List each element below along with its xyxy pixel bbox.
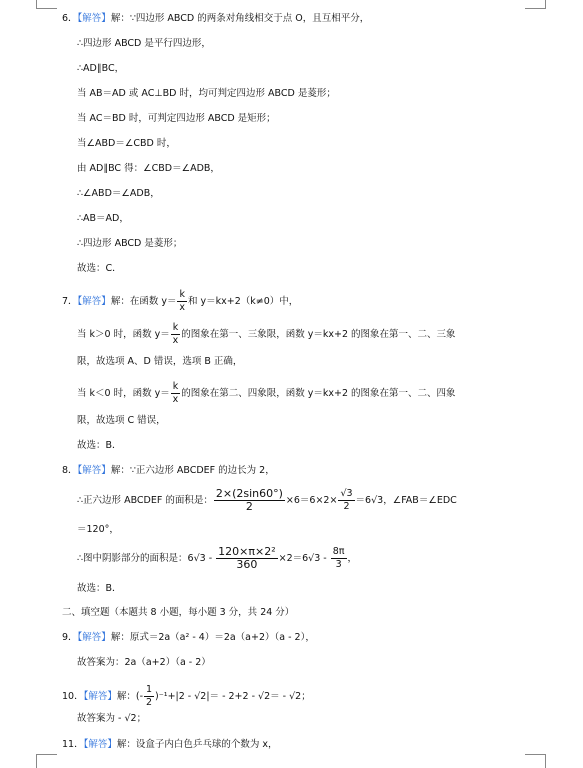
numerator: 1 [146, 684, 153, 695]
q6-line-6: 由 AD∥BC 得：∠CBD＝∠ADB， [77, 163, 220, 174]
answer-tag: 【解答】 [83, 739, 117, 750]
line-text: 的图象在第一、三象限，函数 y＝kx+2 的图象在第一、二、三象 [181, 329, 456, 340]
question-number: 8． [62, 465, 78, 476]
answer-tag: 【解答】 [77, 632, 111, 643]
q6-line-8: ∴AB＝AD， [77, 213, 129, 224]
line-text: 当 k＞0 时，函数 y＝ [77, 329, 170, 340]
q6-line-7: ∴∠ABD＝∠ADB， [77, 188, 160, 199]
q6-line-1: ∴四边形 ABCD 是平行四边形， [77, 38, 211, 49]
fraction-k-over-x [171, 322, 181, 347]
line-text: ×2＝6√3 - [278, 553, 330, 564]
line-text: )⁻¹+|2 - √2|＝ - 2+2 - √2＝ - √2； [155, 691, 311, 702]
q7-line-2: 限，故选项 A、D 错误，选项 B 正确， [77, 356, 243, 367]
q7-line-5: 故选：B． [77, 440, 122, 451]
question-number: 11． [62, 739, 84, 750]
numerator: 8π [332, 546, 345, 557]
line-text: 解：设盒子内白色乒乓球的个数为 x， [116, 739, 278, 750]
denominator: 2 [245, 500, 253, 513]
denominator: 2 [146, 697, 153, 708]
line-text: 的图象在第二、四象限，函数 y＝kx+2 的图象在第一、二、四象 [181, 388, 456, 399]
answer-tag: 【解答】 [77, 13, 111, 24]
denominator: x [172, 335, 179, 346]
numerator: k [179, 289, 185, 300]
q7-header [62, 289, 298, 314]
numerator: k [172, 322, 179, 333]
answer-tag: 【解答】 [77, 296, 111, 307]
q11-header [62, 739, 278, 751]
question-number: 7． [62, 296, 78, 307]
section-heading-fill-in: 二、填空题（本题共 8 小题，每小题 3 分，共 24 分） [62, 607, 295, 618]
crop-mark-top-left [36, 0, 57, 9]
line-text: 解：∵四边形 ABCD 的两条对角线相交于点 O，且互相平分， [110, 13, 370, 24]
crop-mark-bottom-right [525, 754, 546, 768]
q6-header [62, 13, 369, 25]
q6-line-4: 当 AC＝BD 时，可判定四边形 ABCD 是矩形； [77, 113, 276, 124]
fraction-area-formula [214, 488, 285, 513]
numerator: k [172, 381, 179, 392]
line-text: 解：∵正六边形 ABCDEF 的边长为 2， [110, 465, 275, 476]
fraction-sector-area [216, 546, 277, 571]
answer-tag: 【解答】 [77, 465, 111, 476]
q6-line-9: ∴四边形 ABCD 是菱形； [77, 238, 183, 249]
line-text: ， [347, 553, 358, 564]
question-number: 9． [62, 632, 78, 643]
q8-line-1 [77, 488, 457, 513]
q9-header [62, 632, 315, 644]
line-text: 解：在函数 y＝ [110, 296, 177, 307]
answer-tag: 【解答】 [83, 691, 117, 702]
line-text: 当 k＜0 时，函数 y＝ [77, 388, 170, 399]
line-text: ∴图中阴影部分的面积是：6√3 - [77, 553, 216, 564]
fraction-8pi-over-3 [331, 546, 347, 571]
numerator: 120×π×2² [218, 545, 276, 558]
question-number: 10． [62, 691, 84, 702]
q6-line-10: 故选：C． [77, 263, 122, 274]
q8-line-2: ＝120°， [77, 524, 119, 535]
question-number: 6． [62, 13, 78, 24]
q9-line-1: 故答案为：2a（a+2）（a - 2） [77, 657, 211, 668]
denominator: x [179, 302, 186, 313]
q7-line-1 [77, 322, 456, 347]
numerator: √3 [340, 488, 353, 499]
q6-line-2: ∴AD∥BC， [77, 63, 125, 74]
line-text: 解：(- [116, 691, 143, 702]
q8-line-3 [77, 546, 357, 571]
line-text: 解：原式＝2a（a² - 4）＝2a（a+2）（a - 2）， [110, 632, 315, 643]
fraction-k-over-x [171, 381, 181, 406]
crop-mark-top-right [525, 0, 546, 9]
q7-line-4: 限，故选项 C 错误， [77, 415, 166, 426]
denominator: 360 [236, 558, 258, 571]
q7-line-3 [77, 381, 456, 406]
line-text: ×6＝6×2× [285, 495, 338, 506]
q8-header [62, 465, 275, 477]
denominator: x [172, 394, 179, 405]
q8-line-4: 故选：B． [77, 583, 122, 594]
q6-line-3: 当 AB＝AD 或 AC⊥BD 时，均可判定四边形 ABCD 是菱形； [77, 88, 336, 99]
denominator: 3 [335, 559, 342, 570]
line-text: 和 y＝kx+2（k≠0）中， [187, 296, 299, 307]
fraction-one-half [144, 684, 154, 709]
q10-header [62, 684, 311, 709]
q6-line-5: 当∠ABD＝∠CBD 时， [77, 138, 176, 149]
fraction-sqrt3-over-2 [338, 488, 354, 513]
line-text: ＝6√3，∠FAB＝∠EDC [355, 495, 457, 506]
line-text: ∴正六边形 ABCDEF 的面积是： [77, 495, 213, 506]
q10-line-1: 故答案为 - √2； [77, 713, 147, 724]
denominator: 2 [343, 501, 350, 512]
fraction-k-over-x [177, 289, 187, 314]
numerator: 2×(2sin60°) [215, 487, 283, 500]
crop-mark-bottom-left [36, 754, 57, 768]
